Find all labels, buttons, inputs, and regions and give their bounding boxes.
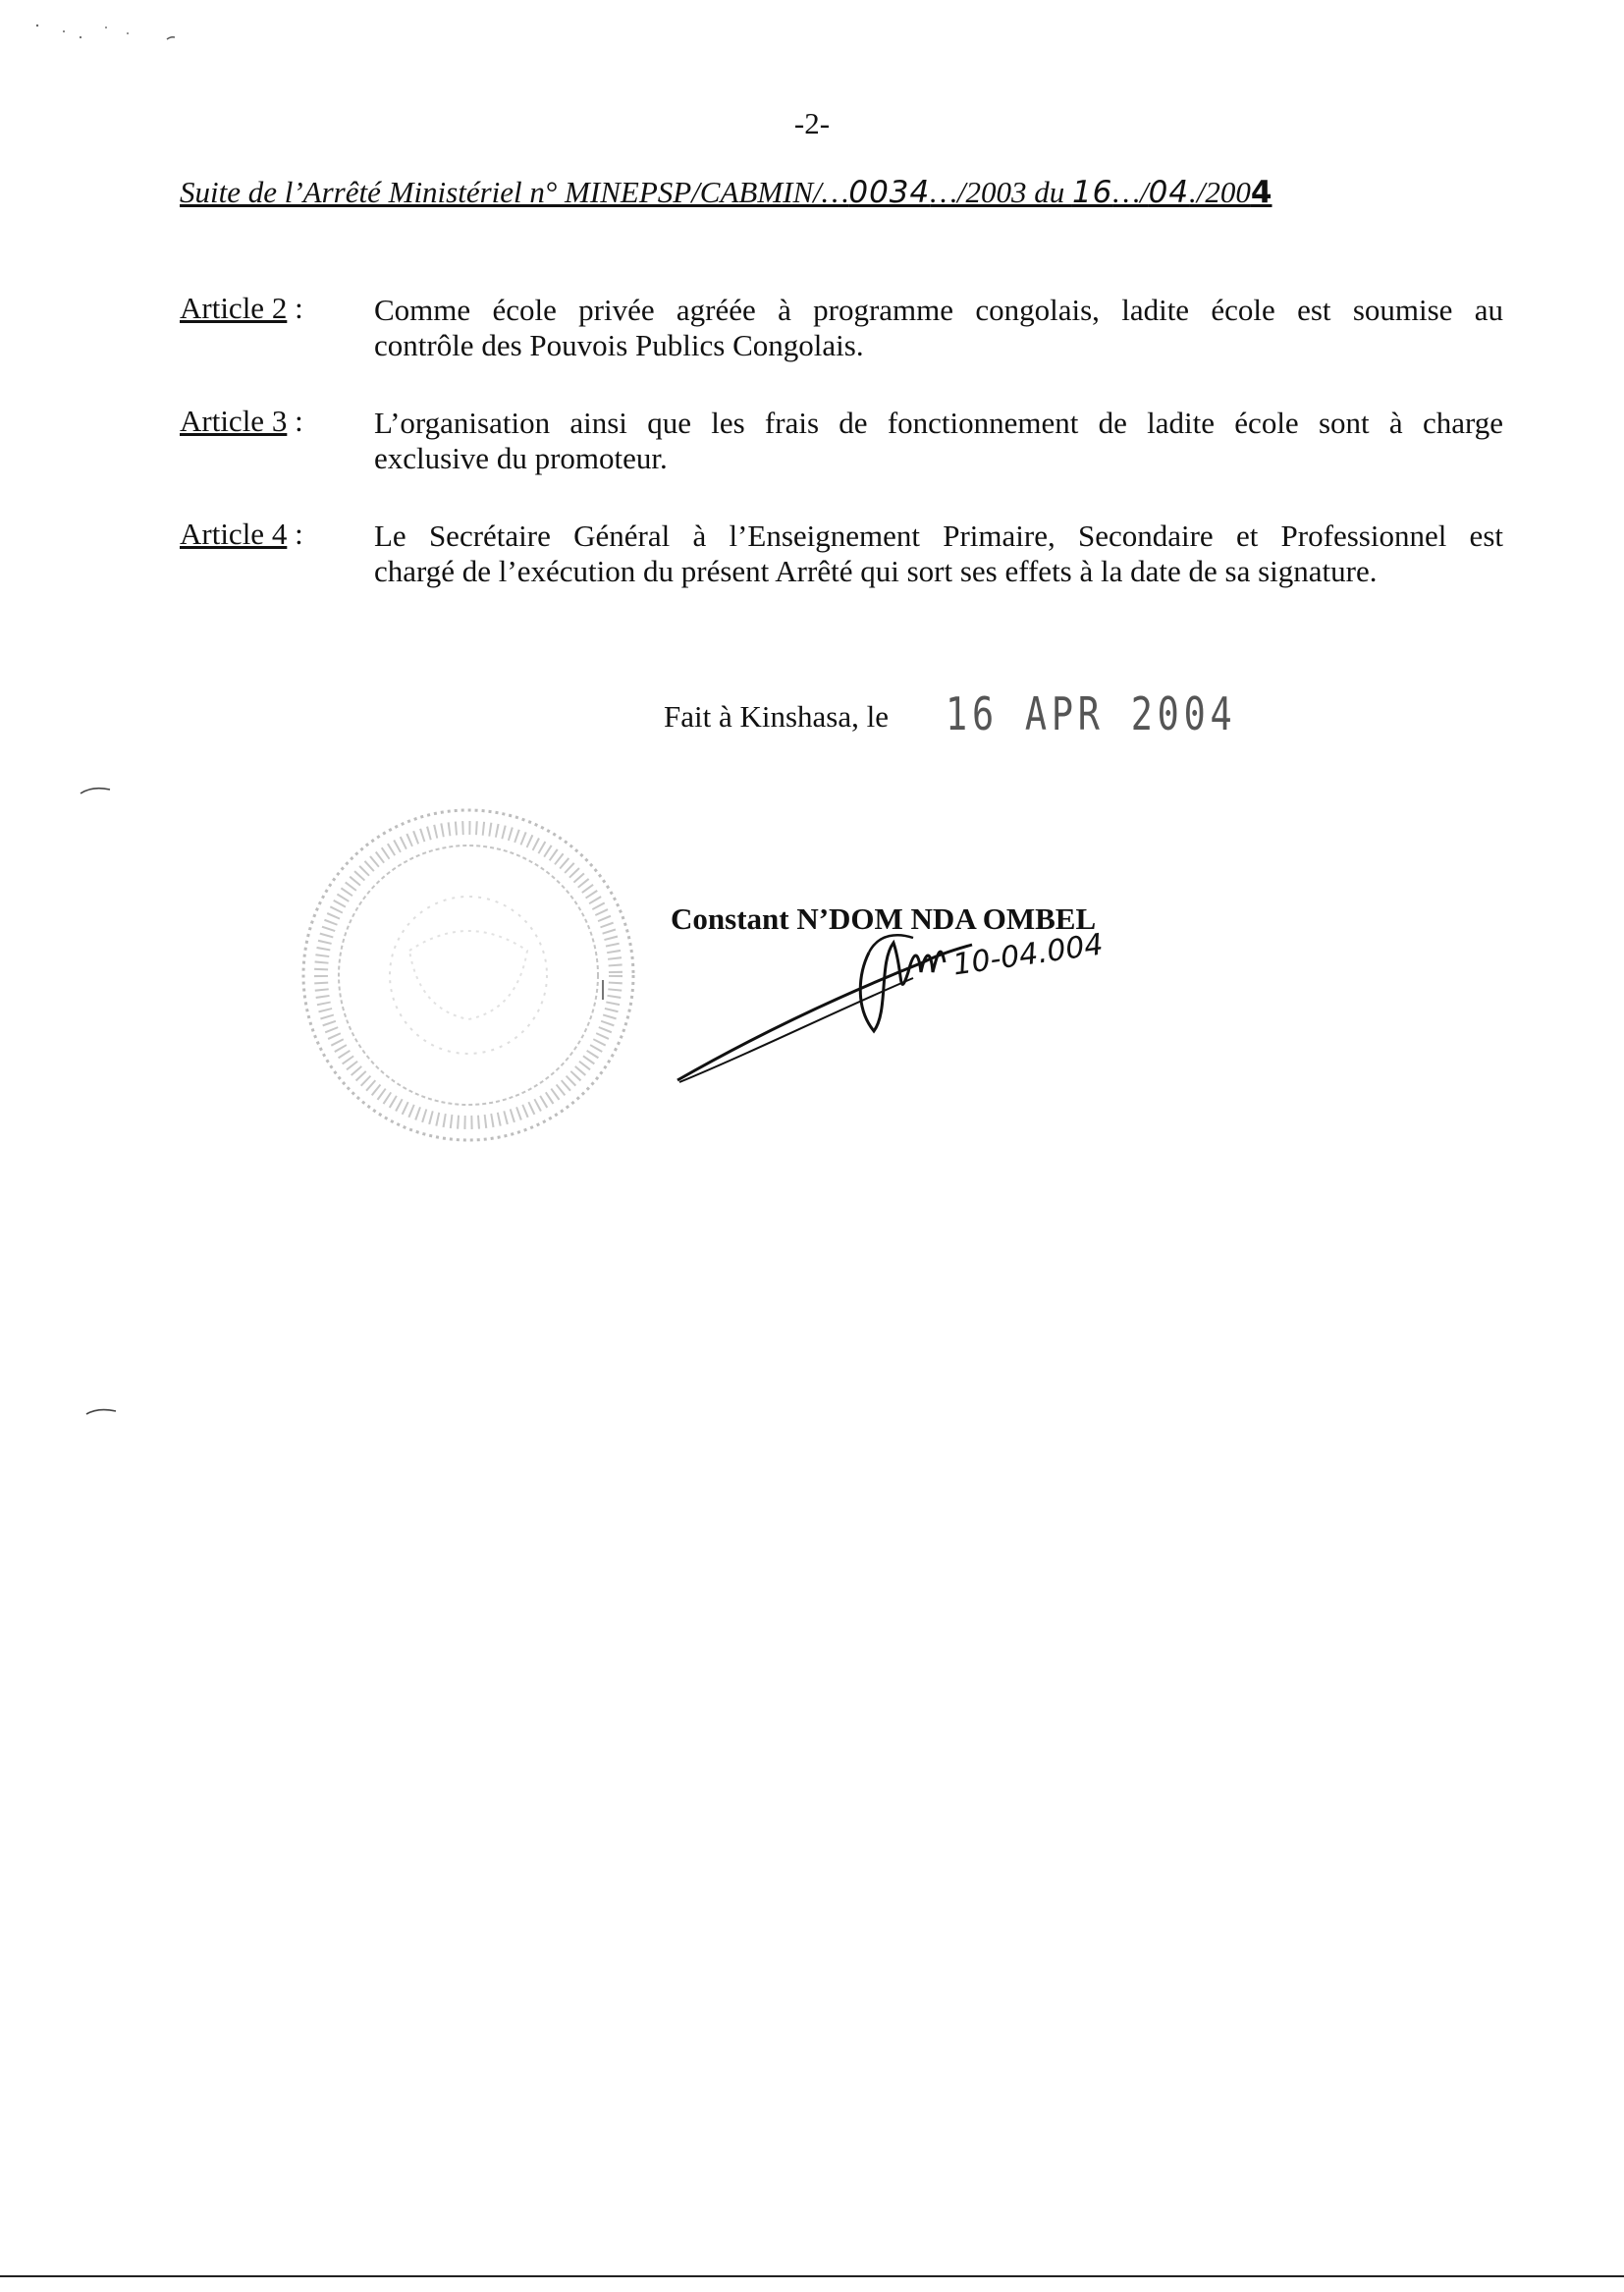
scan-margin-mark <box>84 1404 124 1420</box>
reference-year-digit: 4 <box>1250 175 1272 210</box>
article-body <box>374 518 1503 589</box>
article-label-colon: : <box>287 404 303 438</box>
reference-prefix: Suite de l’Arrêté Ministériel n° MINEPSP/CABMIN/… <box>180 175 849 209</box>
article-label-text: Article 2 <box>180 291 288 325</box>
article-2 <box>180 291 1505 369</box>
article-label-text: Article 3 <box>180 404 288 438</box>
reference-sep1: …/ <box>1112 175 1149 209</box>
signature-annotation: 10-04.004 <box>950 927 1106 983</box>
reference-sep2: ./200 <box>1189 175 1251 209</box>
article-body <box>374 293 1503 363</box>
article-label <box>180 517 303 552</box>
page-bottom-rule <box>0 2275 1624 2277</box>
article-body <box>374 406 1503 476</box>
article-line: Le Secrétaire Général à l’Enseignement Primaire, Secondaire et Professionnel est <box>374 518 1503 553</box>
article-line: Comme école privée agréée à programme congolais, ladite école est soumise au <box>374 293 1503 327</box>
article-line: contrôle des Pouvois Publics Congolais. <box>374 328 864 362</box>
article-label-text: Article 4 <box>180 517 288 551</box>
reference-month: 04 <box>1148 175 1190 210</box>
article-line: exclusive du promoteur. <box>374 441 668 475</box>
article-label-colon: : <box>287 517 303 551</box>
article-label <box>180 291 303 326</box>
official-seal-icon <box>297 803 640 1147</box>
article-label <box>180 404 303 439</box>
signatory-name: Constant N’DOM NDA OMBEL <box>671 901 1097 936</box>
reference-middle: …/2003 du <box>930 175 1072 209</box>
article-line: L’organisation ainsi que les frais de fonctionnement de ladite école sont à charge <box>374 406 1503 440</box>
reference-number: 0034 <box>848 175 931 210</box>
article-3 <box>180 404 1505 482</box>
date-stamp: 16 APR 2004 <box>946 687 1237 740</box>
place-date-label: Fait à Kinshasa, le <box>664 699 890 734</box>
article-line: chargé de l’exécution du présent Arrêté qui sort ses effets à la date de sa signature. <box>374 554 1378 588</box>
article-4 <box>180 517 1505 595</box>
decree-reference <box>180 175 1272 210</box>
page-number: -2- <box>793 106 831 140</box>
scan-speck-marks <box>20 18 187 47</box>
scan-margin-mark <box>79 784 118 799</box>
reference-day: 16 <box>1071 175 1113 210</box>
article-label-colon: : <box>287 291 303 325</box>
